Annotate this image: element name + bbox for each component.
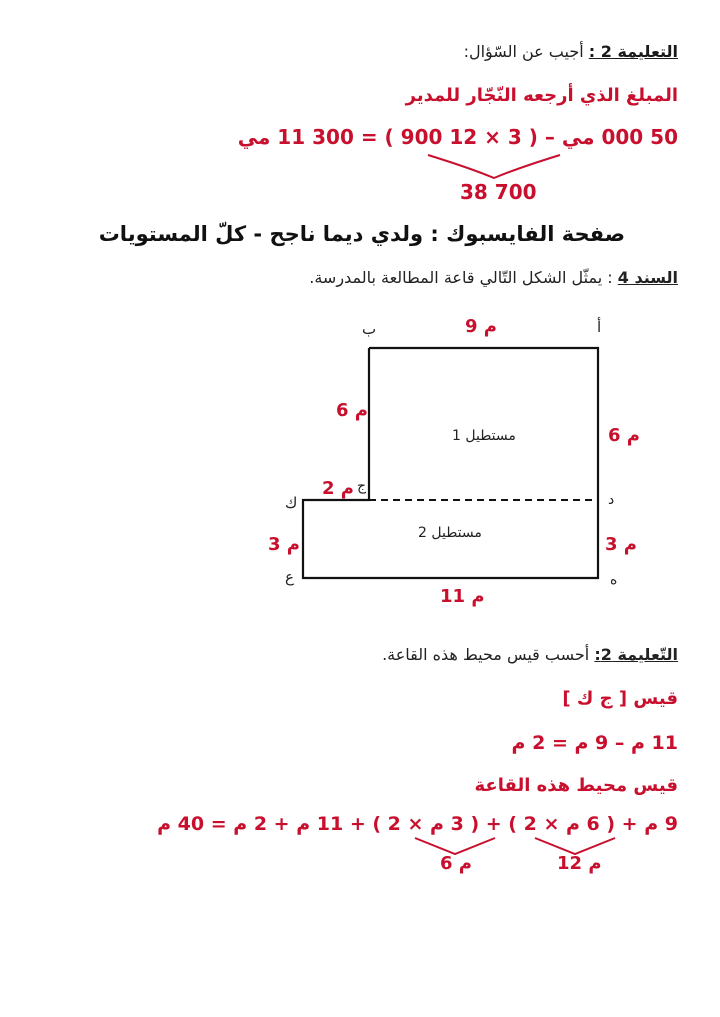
brace-value: 38 700 xyxy=(460,180,537,204)
point-d: د xyxy=(608,492,615,508)
point-ain: ع xyxy=(285,568,294,586)
instruction-2-text: أحسب قيس محيط هذه القاعة. xyxy=(382,645,595,664)
label-right-lower-height: 3 م xyxy=(605,534,637,555)
point-a: أ xyxy=(597,318,602,336)
point-k: ك xyxy=(285,494,298,512)
point-b: ب xyxy=(362,320,377,338)
instruction-1-label: التعليمة 2 : xyxy=(588,42,678,61)
label-left-height: 3 م xyxy=(268,534,300,555)
measure-label: قيس [ ج ك ] xyxy=(562,688,678,709)
document-4-text: : يمثّل الشكل التّالي قاعة المطالعة بالمدرسة. xyxy=(309,268,618,287)
measure-equation: 11 م – 9 م = 2 م xyxy=(511,732,678,754)
instruction-2 xyxy=(382,645,678,664)
facebook-line: صفحة الفايسبوك : ولدي ديما ناجح - كلّ المستويات xyxy=(98,222,625,246)
brace-left-value: 6 م xyxy=(440,853,472,874)
room-outline xyxy=(303,348,598,578)
instruction-2-label: التّعليمة 2: xyxy=(594,645,678,664)
instruction-1-text: أجيب عن السّؤال: xyxy=(463,42,589,61)
answer-subtitle: المبلغ الذي أرجعه النّجّار للمدير xyxy=(405,85,678,106)
brace-right-value: 12 م xyxy=(557,853,602,874)
label-top-length: 9 م xyxy=(465,316,497,337)
perimeter-label: قيس محيط هذه القاعة xyxy=(474,775,678,796)
document-4-label: السند 4 xyxy=(617,268,678,287)
label-right-height: 6 م xyxy=(608,425,640,446)
answer-equation: 50 000 مي – ( 3 × 12 900 ) = 300 11 مي xyxy=(237,125,678,149)
point-h: ه xyxy=(610,572,618,588)
label-bottom-length: 11 م xyxy=(440,586,485,607)
rect1-label: مستطيل 1 xyxy=(452,428,516,444)
label-step-length: 2 م xyxy=(322,478,354,499)
point-j: ج xyxy=(357,478,367,494)
label-inner-left-height: 6 م xyxy=(336,400,368,421)
rect2-label: مستطيل 2 xyxy=(418,525,482,541)
perimeter-equation: 9 م + ( 6 م × 2 ) + ( 3 م × 2 ) + 11 م + 2 م = 40 م xyxy=(157,813,678,835)
